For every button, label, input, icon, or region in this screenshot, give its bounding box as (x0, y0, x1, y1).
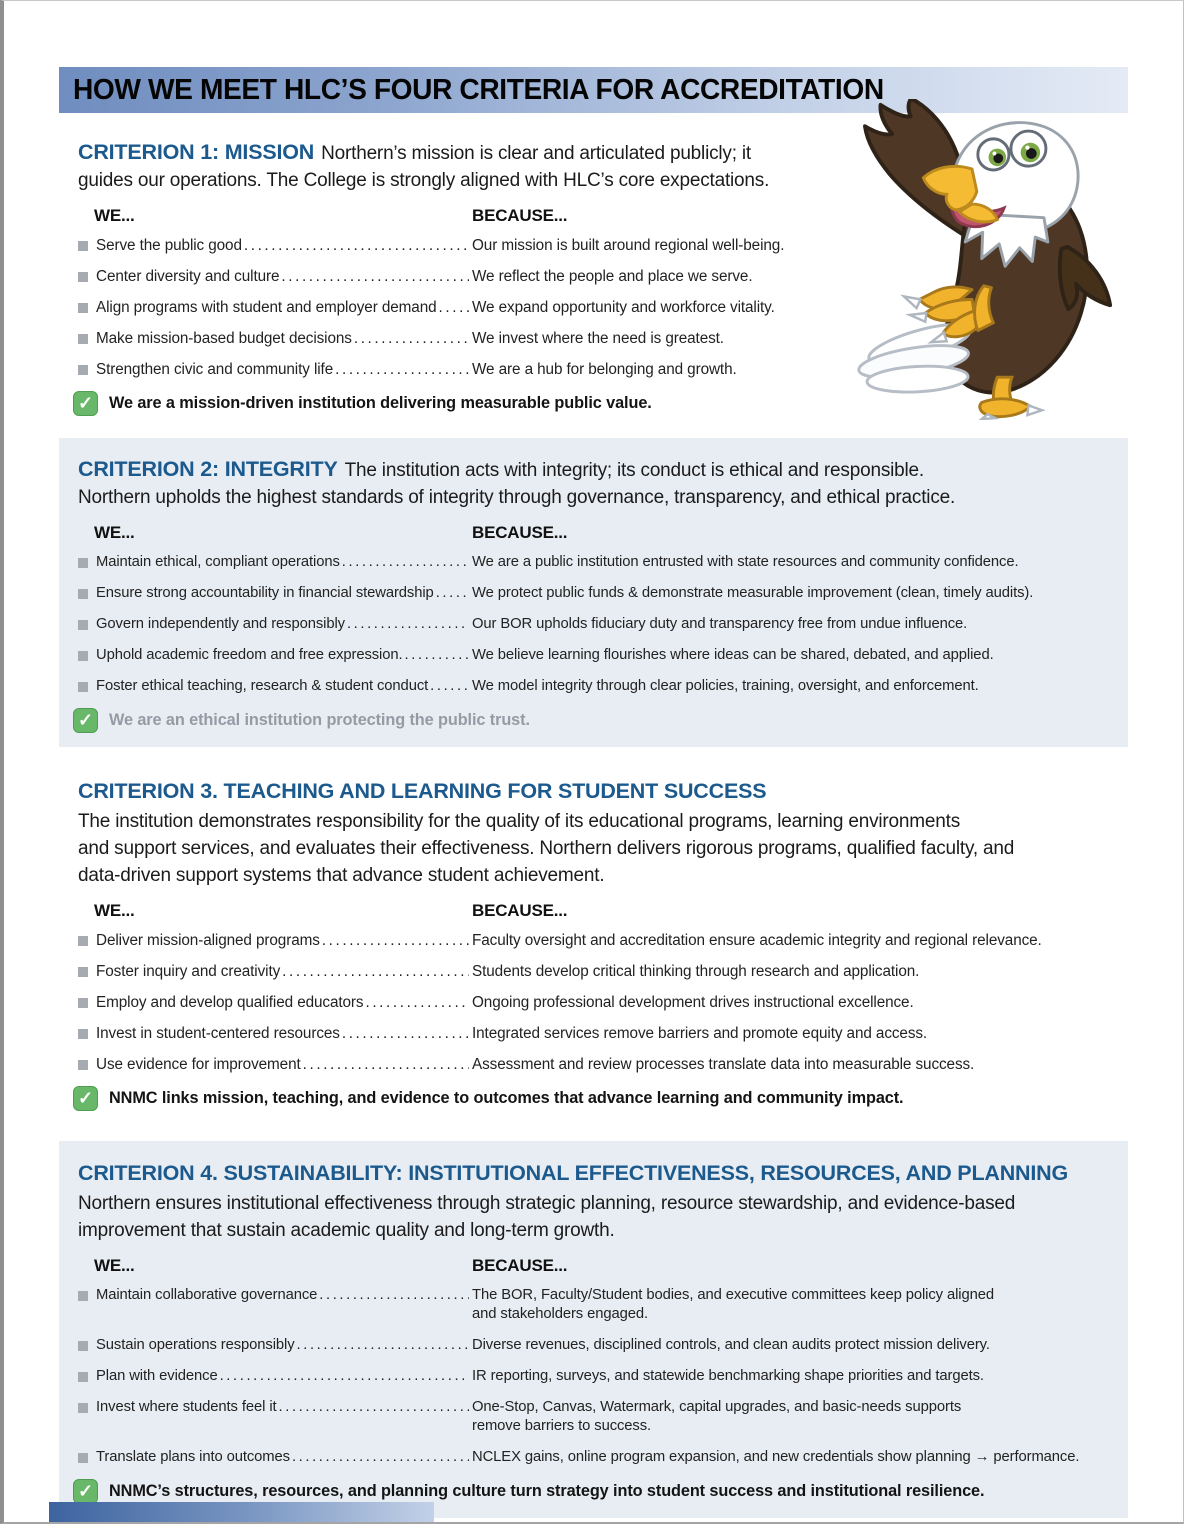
we-cell (78, 298, 472, 317)
criterion-intro-block (78, 1159, 1109, 1244)
criterion-heading: CRITERION 1: MISSION (78, 140, 315, 164)
criterion-intro-text: data-driven support systems that advance student achievement. (78, 865, 605, 886)
column-headers (78, 901, 1128, 921)
dot-leader (342, 1024, 469, 1043)
criterion-summary-row (73, 1479, 1109, 1504)
dot-leader (281, 267, 469, 286)
square-bullet-icon (78, 620, 88, 630)
we-cell (78, 267, 472, 286)
because-text: Assessment and review processes translate data into measurable success. (472, 1056, 975, 1073)
square-bullet-icon (78, 589, 88, 599)
because-text: We are a hub for belonging and growth. (472, 361, 737, 378)
we-text: Maintain ethical, compliant operations (96, 554, 340, 570)
we-text: Foster ethical teaching, research & student conduct (96, 678, 429, 694)
square-bullet-icon (78, 1372, 88, 1382)
table-row (78, 1336, 1109, 1355)
criterion-intro-line (78, 456, 1109, 484)
because-text: We reflect the people and place we serve. (472, 268, 753, 285)
square-bullet-icon (78, 1453, 88, 1463)
criterion-3-section (59, 777, 1128, 1111)
criterion-rows (78, 931, 1128, 1074)
square-bullet-icon (78, 303, 88, 313)
we-text: Maintain collaborative governance (96, 1287, 318, 1303)
dot-leader (405, 646, 469, 665)
table-row (78, 1055, 1128, 1074)
criterion-intro-text: Northern’s mission is clear and articulated publicly; it (321, 143, 751, 164)
we-column-header: WE... (94, 523, 135, 542)
we-text: Employ and develop qualified educators (96, 994, 364, 1011)
we-cell (78, 329, 472, 348)
table-row (78, 1286, 1109, 1324)
criterion-rows (78, 553, 1109, 696)
square-bullet-icon (78, 241, 88, 251)
because-cell (472, 1055, 1128, 1074)
criterion-intro-block (78, 456, 1109, 511)
because-text: Diverse revenues, disciplined controls, and clean audits protect mission delivery. (472, 1337, 990, 1353)
checkmark-icon: ✓ (73, 391, 98, 416)
criterion-intro-line (78, 1217, 1109, 1244)
because-column-header: BECAUSE... (472, 1256, 568, 1275)
square-bullet-icon (78, 936, 88, 946)
we-cell (78, 360, 472, 379)
we-text: Align programs with student and employer demand (96, 299, 437, 316)
criterion-summary: We are an ethical institution protecting the public trust. (109, 711, 530, 729)
because-cell (472, 677, 1109, 696)
criterion-intro-line (78, 1190, 1109, 1217)
dot-leader (430, 677, 469, 696)
criterion-intro-text: improvement that sustain academic quality and long-term growth. (78, 1220, 615, 1241)
we-text: Uphold academic freedom and free expression. (96, 647, 403, 663)
checkmark-icon: ✓ (73, 708, 98, 733)
because-text: IR reporting, surveys, and statewide benchmarking shape priorities and targets. (472, 1368, 984, 1384)
we-cell (78, 1448, 472, 1467)
we-cell (78, 1024, 472, 1043)
we-cell (78, 677, 472, 696)
because-text: NCLEX gains, online program expansion, and new credentials show planning → performance. (472, 1449, 1080, 1465)
because-cell (472, 553, 1109, 572)
because-text: Integrated services remove barriers and promote equity and access. (472, 1025, 928, 1042)
we-cell (78, 615, 472, 634)
because-column-header: BECAUSE... (472, 206, 568, 225)
dot-leader (322, 931, 469, 950)
because-cell (472, 962, 1128, 981)
table-row (78, 584, 1109, 603)
we-text: Strengthen civic and community life (96, 361, 334, 378)
because-cell (472, 1367, 1109, 1386)
criterion-heading: CRITERION 3. TEACHING AND LEARNING FOR STUDENT SUCCESS (78, 779, 767, 803)
criterion-intro-line (78, 808, 1128, 835)
square-bullet-icon (78, 651, 88, 661)
criterion-intro-line (78, 835, 1128, 862)
because-cell (472, 646, 1109, 665)
we-cell (78, 1336, 472, 1355)
criterion-summary: NNMC links mission, teaching, and evidence to outcomes that advance learning and community impact. (109, 1089, 904, 1107)
we-cell (78, 553, 472, 572)
criterion-summary: NNMC’s structures, resources, and planning culture turn strategy into student success and institutional resilience. (109, 1482, 985, 1500)
square-bullet-icon (78, 1029, 88, 1039)
because-text: We protect public funds & demonstrate measurable improvement (clean, timely audits). (472, 585, 1034, 601)
because-text: Our mission is built around regional well-being. (472, 237, 785, 254)
because-text: We invest where the need is greatest. (472, 330, 724, 347)
criterion-intro-line (78, 484, 1109, 511)
because-column-header: BECAUSE... (472, 901, 568, 920)
we-cell (78, 993, 472, 1012)
table-row (78, 993, 1128, 1012)
we-text: Sustain operations responsibly (96, 1337, 295, 1353)
criterion-summary: We are a mission-driven institution delivering measurable public value. (109, 394, 652, 412)
because-continuation: remove barriers to success. (472, 1418, 652, 1434)
column-headers (78, 1256, 1109, 1276)
we-cell (78, 962, 472, 981)
because-cell (472, 1448, 1109, 1467)
because-cell (472, 1398, 1109, 1436)
we-text: Plan with evidence (96, 1368, 218, 1384)
because-column-header: BECAUSE... (472, 523, 568, 542)
we-cell (78, 1055, 472, 1074)
square-bullet-icon (78, 365, 88, 375)
because-cell (472, 1024, 1128, 1043)
dot-leader (297, 1336, 469, 1355)
we-text: Invest where students feel it (96, 1399, 277, 1415)
checkmark-icon: ✓ (73, 1086, 98, 1111)
dot-leader (244, 236, 469, 255)
table-row (78, 1367, 1109, 1386)
dot-leader (342, 553, 469, 572)
because-text: We believe learning flourishes where ideas can be shared, debated, and applied. (472, 647, 994, 663)
we-text: Foster inquiry and creativity (96, 963, 281, 980)
criterion-4-section (59, 1141, 1128, 1518)
square-bullet-icon (78, 334, 88, 344)
we-cell (78, 584, 472, 603)
because-cell (472, 931, 1128, 950)
we-column-header: WE... (94, 206, 135, 225)
square-bullet-icon (78, 1341, 88, 1351)
square-bullet-icon (78, 272, 88, 282)
we-column-header: WE... (94, 1256, 135, 1275)
criterion-intro-text: and support services, and evaluates their effectiveness. Northern delivers rigorous programs, qualified faculty, and (78, 838, 1015, 859)
criterion-heading: CRITERION 4. SUSTAINABILITY: INSTITUTIONAL EFFECTIVENESS, RESOURCES, AND PLANNING (78, 1161, 1068, 1185)
because-text: One-Stop, Canvas, Watermark, capital upgrades, and basic-needs supports (472, 1399, 962, 1415)
criterion-intro-line (78, 862, 1128, 889)
dot-leader (439, 298, 469, 317)
we-text: Make mission-based budget decisions (96, 330, 352, 347)
because-text: Faculty oversight and accreditation ensure academic integrity and regional relevance. (472, 932, 1042, 949)
because-cell (472, 1286, 1109, 1324)
we-cell (78, 1398, 472, 1417)
dot-leader (347, 615, 469, 634)
criterion-intro-text: guides our operations. The College is strongly aligned with HLC’s core expectations. (78, 170, 770, 191)
dot-leader (319, 1286, 469, 1305)
we-text: Govern independently and responsibly (96, 616, 345, 632)
dot-leader (220, 1367, 469, 1386)
we-text: Translate plans into outcomes (96, 1449, 290, 1465)
table-row (78, 931, 1128, 950)
because-text: Students develop critical thinking through research and application. (472, 963, 920, 980)
criterion-intro-text: Northern ensures institutional effectiveness through strategic planning, resource stewardship, and evidence-based (78, 1193, 1016, 1214)
because-cell (472, 993, 1128, 1012)
criterion-intro-block (78, 777, 1128, 889)
because-text: Our BOR upholds fiduciary duty and transparency free from undue influence. (472, 616, 968, 632)
dot-leader (354, 329, 469, 348)
dot-leader (335, 360, 469, 379)
table-row (78, 615, 1109, 634)
table-row (78, 553, 1109, 572)
square-bullet-icon (78, 998, 88, 1008)
column-headers (78, 523, 1109, 543)
we-column-header: WE... (94, 901, 135, 920)
we-text: Invest in student-centered resources (96, 1025, 340, 1042)
we-text: Serve the public good (96, 237, 242, 254)
criterion-2-section (59, 438, 1128, 747)
dot-leader (365, 993, 469, 1012)
because-text: We expand opportunity and workforce vitality. (472, 299, 775, 316)
criterion-summary-row (73, 1086, 1128, 1111)
square-bullet-icon (78, 1403, 88, 1413)
we-cell (78, 236, 472, 255)
square-bullet-icon (78, 558, 88, 568)
table-row (78, 1398, 1109, 1436)
checkmark-icon: ✓ (73, 1479, 98, 1504)
because-text: Ongoing professional development drives instructional excellence. (472, 994, 914, 1011)
table-row (78, 677, 1109, 696)
criterion-heading-line (78, 1159, 1109, 1190)
because-text: We model integrity through clear policies, training, oversight, and enforcement. (472, 678, 979, 694)
square-bullet-icon (78, 682, 88, 692)
dot-leader (282, 962, 469, 981)
because-continuation: and stakeholders engaged. (472, 1306, 649, 1322)
we-cell (78, 646, 472, 665)
square-bullet-icon (78, 1060, 88, 1070)
criterion-intro-text: The institution acts with integrity; its conduct is ethical and responsible. (344, 460, 924, 481)
because-cell (472, 584, 1109, 603)
table-row (78, 1024, 1128, 1043)
we-text: Use evidence for improvement (96, 1056, 301, 1073)
because-text: We are a public institution entrusted with state resources and community confidence. (472, 554, 1019, 570)
dot-leader (279, 1398, 469, 1417)
criterion-heading-line (78, 777, 1128, 808)
next-page-banner-fragment (49, 1502, 434, 1522)
criterion-heading: CRITERION 2: INTEGRITY (78, 457, 338, 481)
criterion-intro-text: Northern upholds the highest standards of integrity through governance, transparency, and ethical practice. (78, 487, 956, 508)
because-cell (472, 1336, 1109, 1355)
we-text: Center diversity and culture (96, 268, 280, 285)
criterion-summary-row (73, 708, 1109, 733)
because-cell (472, 615, 1109, 634)
eagle-mascot-illustration (826, 99, 1118, 420)
page-title: HOW WE MEET HLC’S FOUR CRITERIA FOR ACCREDITATION (73, 73, 884, 106)
we-cell (78, 931, 472, 950)
dot-leader (303, 1055, 469, 1074)
dot-leader (436, 584, 469, 603)
because-text: The BOR, Faculty/Student bodies, and executive committees keep policy aligned (472, 1287, 994, 1303)
table-row (78, 646, 1109, 665)
square-bullet-icon (78, 967, 88, 977)
we-text: Deliver mission-aligned programs (96, 932, 320, 949)
we-cell (78, 1286, 472, 1305)
square-bullet-icon (78, 1291, 88, 1301)
table-row (78, 962, 1128, 981)
criterion-intro-text: The institution demonstrates responsibility for the quality of its educational programs, learning environments (78, 811, 961, 832)
dot-leader (292, 1448, 469, 1467)
we-cell (78, 1367, 472, 1386)
table-row (78, 1448, 1109, 1467)
we-text: Ensure strong accountability in financial stewardship (96, 585, 434, 601)
criterion-rows (78, 1286, 1109, 1467)
